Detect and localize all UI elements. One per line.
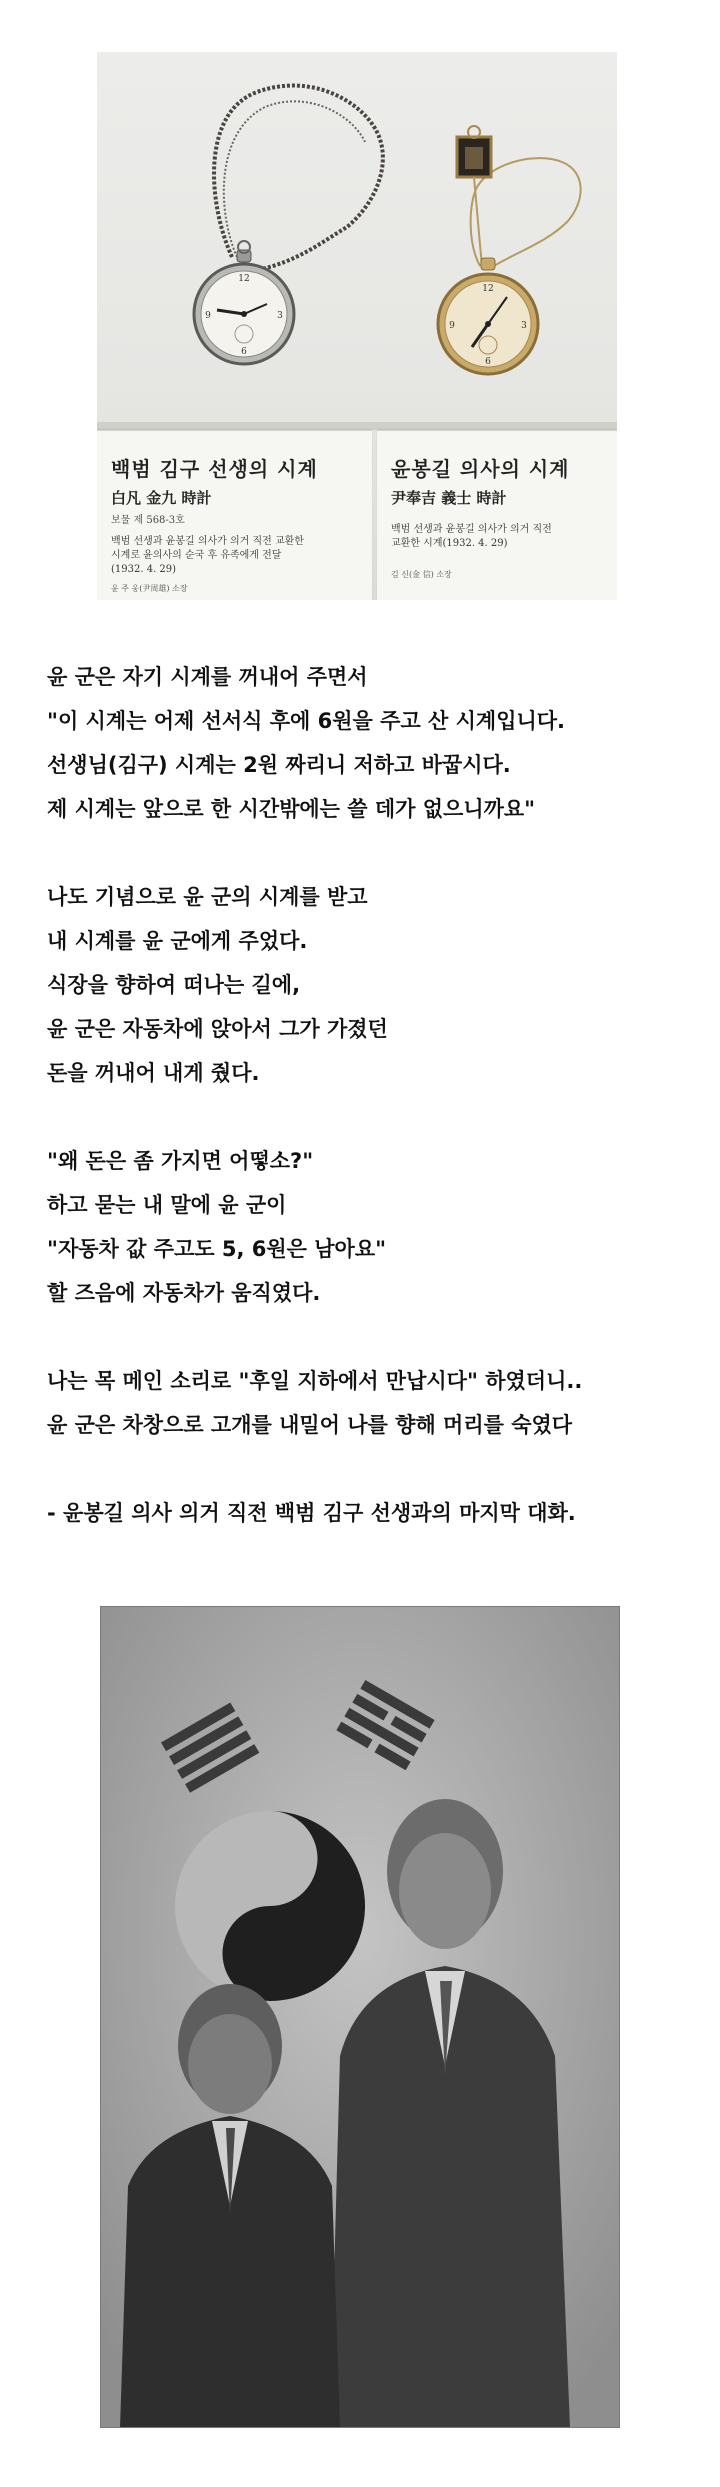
story-line: 돈을 꺼내어 내게 줬다. [47, 1061, 260, 1085]
story-line: 나도 기념으로 윤 군의 시계를 받고 [47, 885, 368, 909]
card-title: 백범 김구 선생의 시계 [111, 457, 318, 481]
story-line: 나는 목 메인 소리로 "후일 지하에서 만납시다" 하였더니.. [47, 1369, 583, 1393]
portrait-illustration [100, 1606, 620, 2428]
card-hanja-title: 白凡 金九 時計 [111, 489, 212, 507]
svg-text:12: 12 [238, 274, 250, 284]
svg-text:6: 6 [241, 347, 247, 357]
story-line: "왜 돈은 좀 가지면 어떻소?" [47, 1149, 314, 1173]
story-line: "자동차 값 주고도 5, 6원은 남아요" [47, 1237, 387, 1261]
story-line: 윤 군은 자기 시계를 꺼내어 주면서 [47, 665, 368, 689]
card-title: 윤봉길 의사의 시계 [391, 457, 570, 481]
svg-text:9: 9 [449, 321, 455, 331]
label-card-yoon-watch [377, 430, 617, 600]
story-line: 내 시계를 윤 군에게 주었다. [47, 929, 308, 953]
label-card-kimgu-watch [97, 430, 372, 600]
card-description: 백범 선생과 윤봉길 의사가 의거 직전 교환한 시계(1932. 4. 29) [391, 524, 552, 549]
story-line: 식장을 향하여 떠나는 길에, [47, 973, 301, 997]
story-text [47, 655, 687, 1535]
card-description: 백범 선생과 윤봉길 의사가 의거 직전 교환한 시계로 윤의사의 순국 후 유족에게 전달 (1932. 4. 29) [111, 536, 304, 575]
card-owner: 김 신(金 信) 소장 [391, 570, 452, 579]
story-source-line: - 윤봉길 의사 의거 직전 백범 김구 선생과의 마지막 대화. [47, 1501, 576, 1525]
svg-text:6: 6 [485, 357, 491, 367]
svg-text:3: 3 [521, 321, 527, 331]
story-line: 제 시계는 앞으로 한 시간밖에는 쓸 데가 없으니까요" [47, 797, 536, 821]
story-line: 선생님(김구) 시계는 2원 짜리니 저하고 바꿉시다. [47, 753, 511, 777]
svg-text:9: 9 [205, 311, 211, 321]
card-owner: 윤 주 웅(尹周雄) 소장 [111, 584, 188, 593]
story-line: 하고 묻는 내 말에 윤 군이 [47, 1193, 287, 1217]
historical-portrait-photo [100, 1606, 620, 2428]
card-treasure-number: 보물 제 568-3호 [111, 515, 185, 526]
story-line: 할 즈음에 자동차가 움직였다. [47, 1281, 321, 1305]
card-hanja-title: 尹奉吉 義士 時計 [391, 489, 507, 507]
story-line: 윤 군은 차창으로 고개를 내밀어 나를 향해 머리를 숙였다 [47, 1413, 573, 1437]
svg-text:12: 12 [482, 284, 494, 294]
svg-text:3: 3 [277, 311, 283, 321]
story-line: 윤 군은 자동차에 앉아서 그가 가졌던 [47, 1017, 388, 1041]
pocket-watches-photo [97, 52, 617, 600]
story-line: "이 시계는 어제 선서식 후에 6원을 주고 산 시계입니다. [47, 709, 566, 733]
